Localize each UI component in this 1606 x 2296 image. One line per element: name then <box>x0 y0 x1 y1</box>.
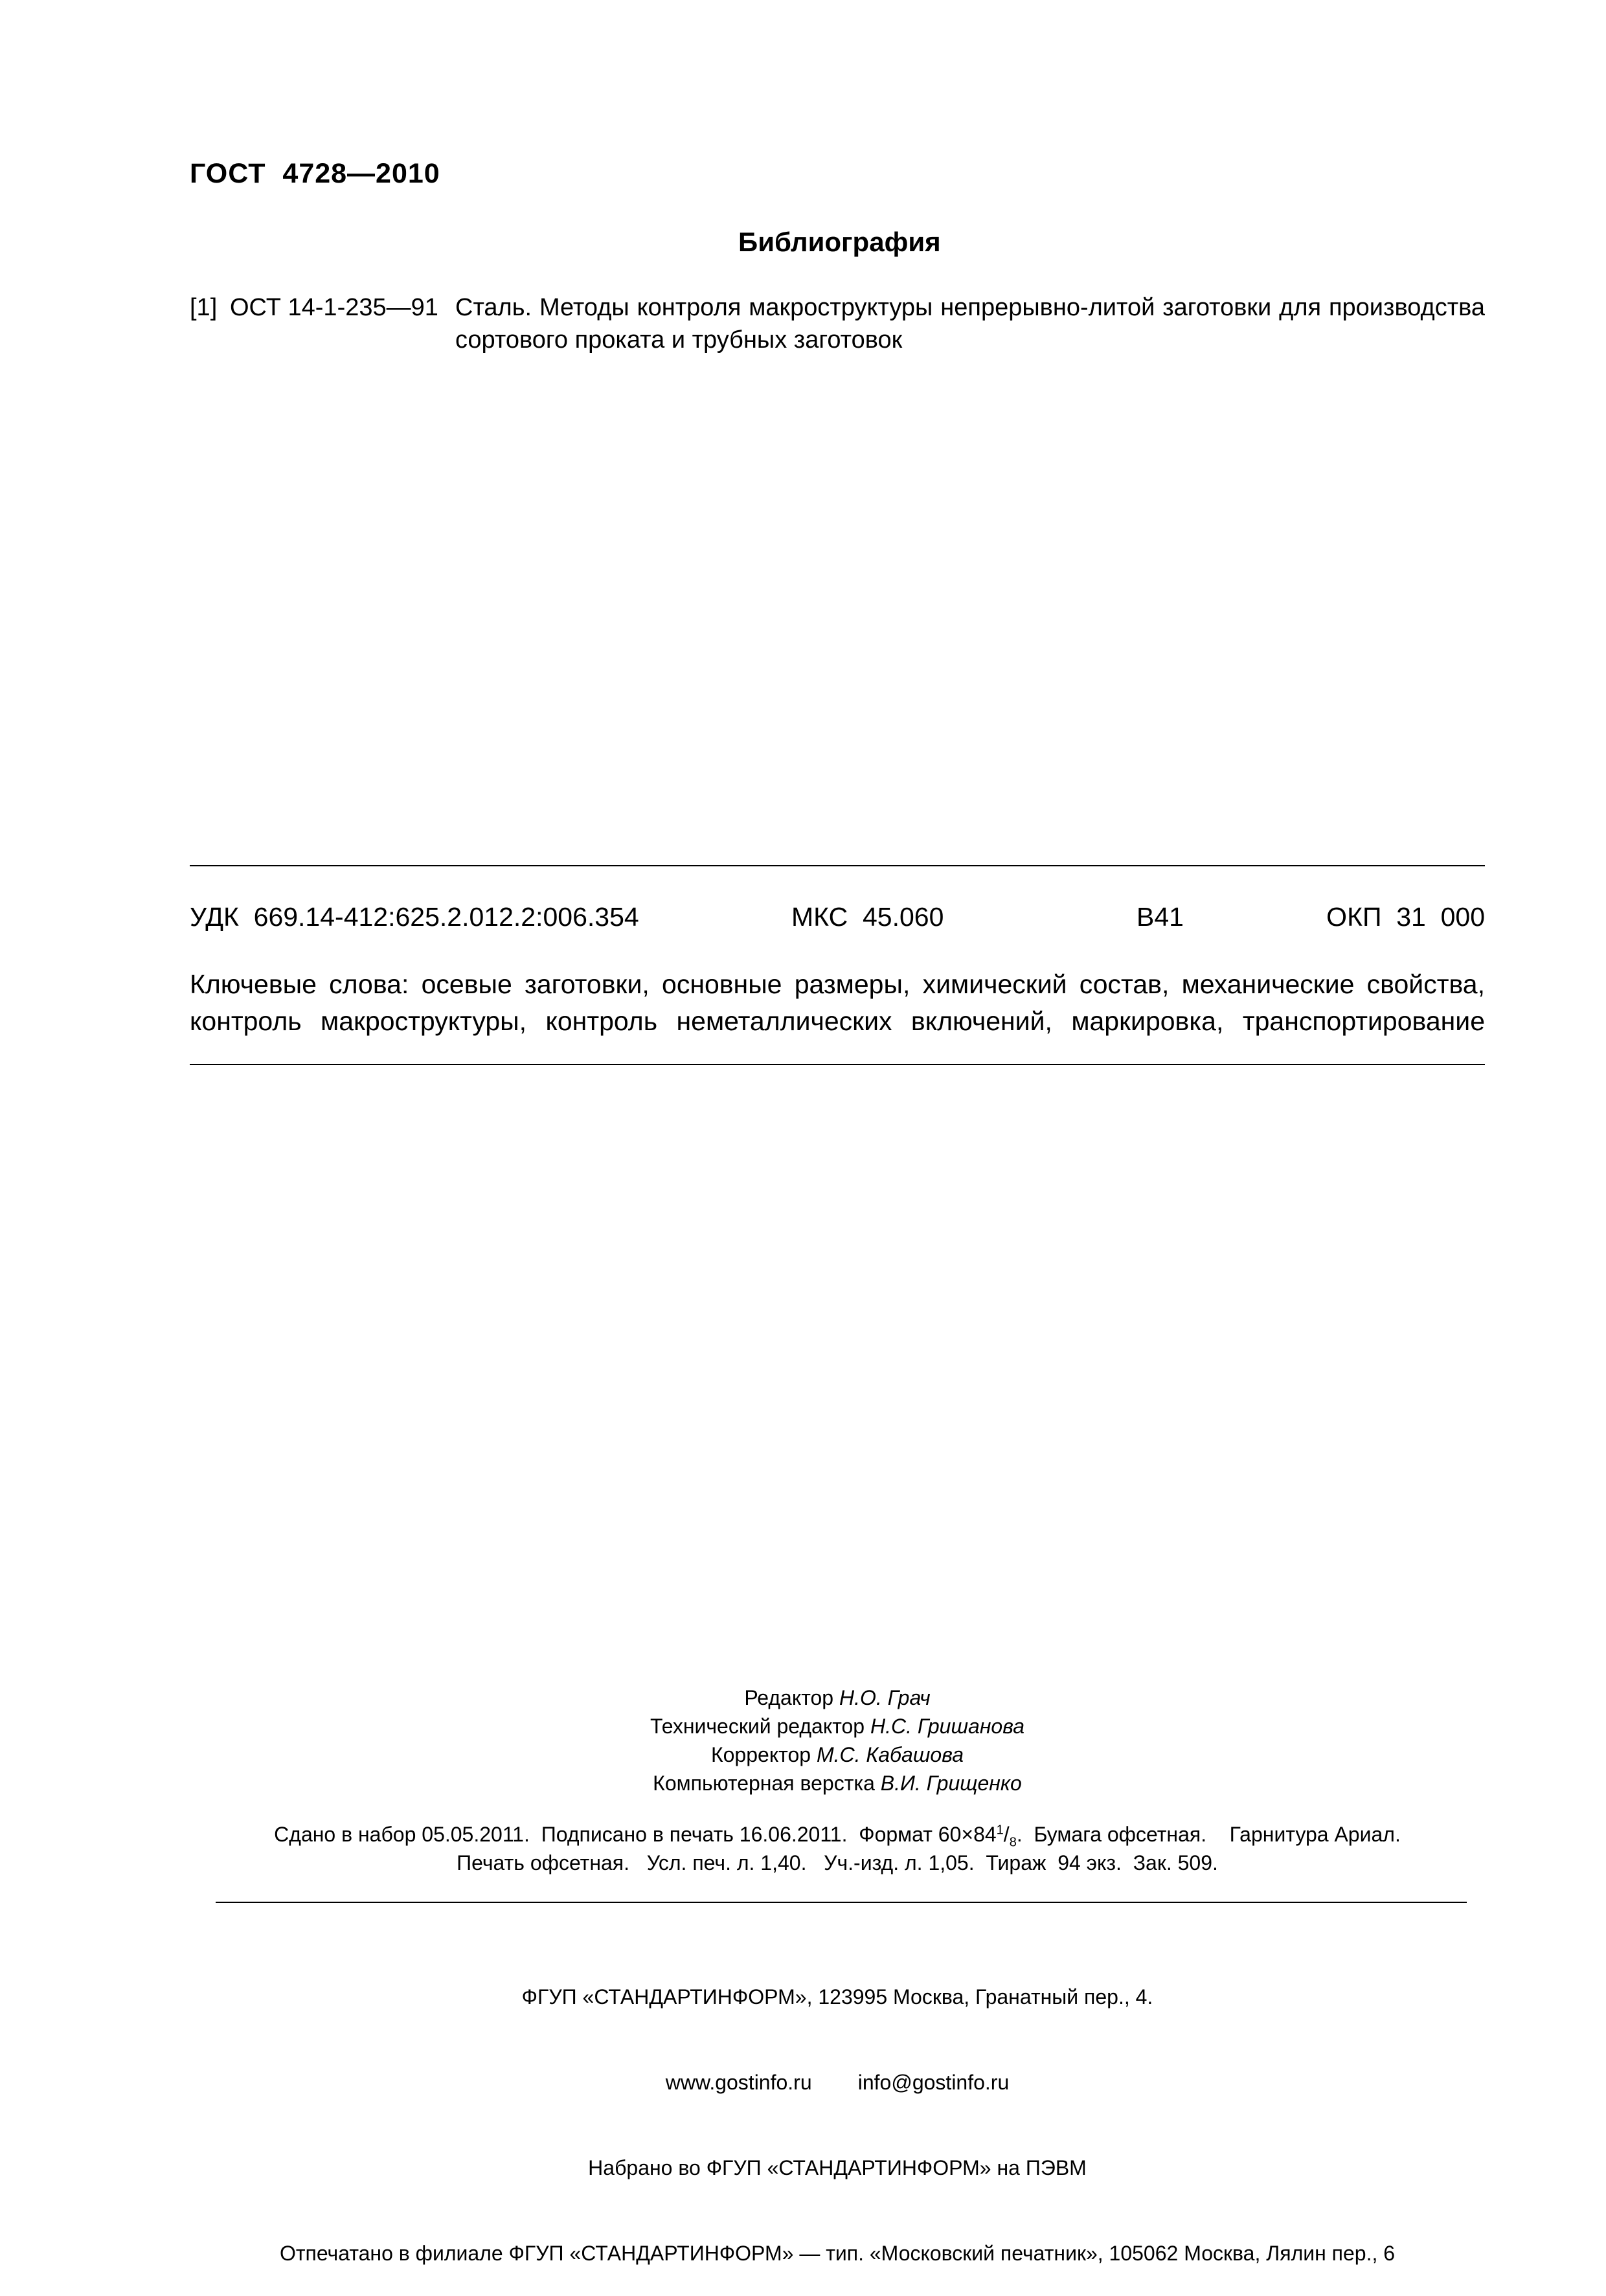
bibliography-entry-text: Сталь. Методы контроля макроструктуры непрерывно-литой заготовки для производства сортового проката и трубных заготовок <box>455 294 1485 354</box>
credits-block <box>190 1683 1485 1797</box>
print-info-after-format: . Бумага офсетная. Гарнитура Ариал. <box>1016 1823 1401 1846</box>
publisher-typeset: Набрано во ФГУП «СТАНДАРТИНФОРМ» на ПЭВМ <box>588 2156 1087 2179</box>
keywords: Ключевые слова: осевые заготовки, основные размеры, химический состав, механические свойства, контроль макроструктуры, контроль неметаллических включений, маркировка, транспортирование <box>190 969 1485 1036</box>
credit-role: Компьютерная верстка <box>653 1772 875 1795</box>
credit-role: Редактор <box>744 1686 834 1709</box>
udk-code: УДК 669.14-412:625.2.012.2:006.354 <box>190 902 639 932</box>
divider-middle <box>190 1064 1485 1065</box>
publisher-website-link[interactable]: www.gostinfo.ru <box>665 2071 812 2094</box>
credit-proofreader <box>190 1740 1485 1769</box>
print-info-before-format: Сдано в набор 05.05.2011. Подписано в печать 16.06.2011. Формат 60×84 <box>274 1823 997 1846</box>
publisher-contacts <box>190 2068 1485 2097</box>
print-info <box>190 1820 1485 1877</box>
format-fraction-slash: / <box>1003 1823 1010 1846</box>
credit-editor <box>190 1683 1485 1712</box>
credit-layout <box>190 1769 1485 1797</box>
print-info-line-1 <box>274 1823 1401 1850</box>
credit-role: Корректор <box>710 1743 811 1766</box>
credit-name: М.С. Кабашова <box>816 1743 964 1766</box>
bibliography-entry-number: [1] <box>190 294 218 321</box>
bibliography-title: Библиография <box>738 227 941 257</box>
format-fraction-denominator: 8 <box>1009 1835 1017 1850</box>
credit-role: Технический редактор <box>650 1715 865 1738</box>
okp-code: ОКП 31 000 <box>1326 902 1485 932</box>
publisher-address: ФГУП «СТАНДАРТИНФОРМ», 123995 Москва, Гранатный пер., 4. <box>521 1985 1153 2009</box>
format-fraction-numerator: 1 <box>996 1823 1004 1838</box>
divider-bottom <box>216 1902 1467 1903</box>
mks-code: МКС 45.060 <box>791 902 944 932</box>
publisher-block <box>190 1926 1485 2296</box>
standard-designation: ГОСТ 4728—2010 <box>190 158 440 189</box>
okc-code: В41 <box>1137 902 1184 932</box>
credit-tech-editor <box>190 1712 1485 1740</box>
divider-top <box>190 865 1485 866</box>
credit-name: Н.О. Грач <box>839 1686 931 1709</box>
credit-name: В.И. Грищенко <box>880 1772 1022 1795</box>
credit-name: Н.С. Гришанова <box>870 1715 1025 1738</box>
publisher-email-link[interactable]: info@gostinfo.ru <box>857 2071 1010 2094</box>
publisher-printed: Отпечатано в филиале ФГУП «СТАНДАРТИНФОРМ» — тип. «Московский печатник», 105062 Москва, Лялин пер., 6 <box>279 2242 1396 2265</box>
print-info-line-2: Печать офсетная. Усл. печ. л. 1,40. Уч.-изд. л. 1,05. Тираж 94 экз. Зак. 509. <box>457 1851 1218 1874</box>
bibliography-entry-code: ОСТ 14-1-235—91 <box>230 294 438 321</box>
